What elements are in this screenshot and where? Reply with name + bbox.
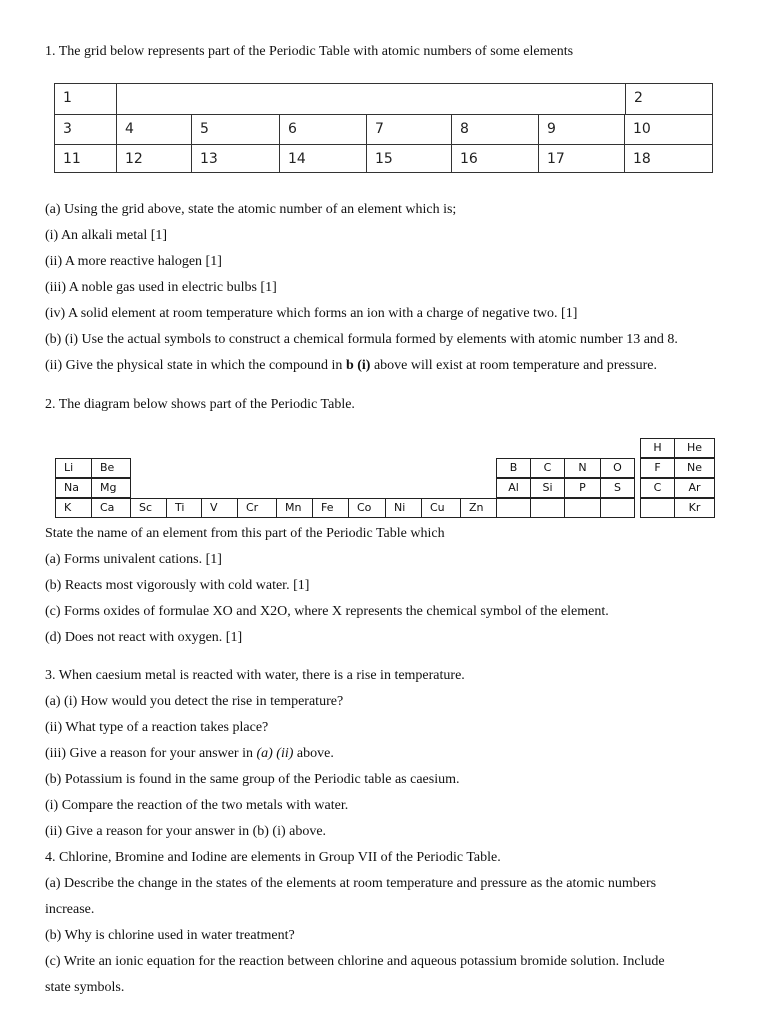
q3-b-ii: (ii) Give a reason for your answer in (b) (i) above. bbox=[45, 824, 327, 839]
q3-a-iii bbox=[45, 745, 334, 763]
pt-cell-f: F bbox=[640, 458, 675, 478]
grid-cell-13: 13 bbox=[192, 144, 280, 173]
pt-cell-mg: Mg bbox=[91, 478, 131, 498]
q1-a-i: (i) An alkali metal [1] bbox=[45, 228, 168, 243]
q1-a-ii: (ii) A more reactive halogen [1] bbox=[45, 254, 222, 269]
grid-cell-11: 11 bbox=[55, 144, 117, 173]
pt-cell-o: O bbox=[600, 458, 635, 478]
pt-cell-na: Na bbox=[55, 478, 92, 498]
pt-cell-k: K bbox=[55, 498, 92, 518]
pt-cell-sc: Sc bbox=[130, 498, 167, 518]
atomic-number-grid bbox=[54, 83, 713, 173]
pt-cell-cu: Cu bbox=[421, 498, 461, 518]
pt-cell-li: Li bbox=[55, 458, 92, 478]
q4-intro: 4. Chlorine, Bromine and Iodine are elements in Group VII of the Periodic Table. bbox=[45, 850, 501, 865]
q4-c: (c) Write an ionic equation for the reaction between chlorine and aqueous potassium bromide solution. Include bbox=[45, 954, 665, 969]
pt-cell-ni: Ni bbox=[385, 498, 422, 518]
q1-b-i: (b) (i) Use the actual symbols to construct a chemical formula formed by elements with atomic number 13 and 8. bbox=[45, 332, 678, 347]
pt-cell-ar: Ar bbox=[674, 478, 715, 498]
pt-cell-empty-6 bbox=[600, 498, 635, 518]
q3-intro: 3. When caesium metal is reacted with water, there is a rise in temperature. bbox=[45, 668, 465, 683]
q1-a: (a) Using the grid above, state the atomic number of an element which is; bbox=[45, 202, 457, 217]
q4-a: (a) Describe the change in the states of the elements at room temperature and pressure as the atomic numbers bbox=[45, 876, 657, 891]
grid-cell-18: 18 bbox=[625, 144, 713, 173]
pt-cell-fe: Fe bbox=[312, 498, 349, 518]
q3-a-iii-ref: (a) (ii) bbox=[256, 746, 294, 761]
q4-b: (b) Why is chlorine used in water treatment? bbox=[45, 928, 295, 943]
q3-a-iii-text-end: above. bbox=[293, 746, 334, 761]
pt-cell-cr: Cr bbox=[237, 498, 277, 518]
grid-cell-7: 7 bbox=[367, 114, 452, 144]
pt-cell-b: B bbox=[496, 458, 531, 478]
pt-cell-co: Co bbox=[348, 498, 386, 518]
pt-cell-ca: Ca bbox=[91, 498, 131, 518]
pt-cell-mn: Mn bbox=[276, 498, 313, 518]
q4-a-cont: increase. bbox=[45, 902, 95, 917]
grid-cell-3: 3 bbox=[55, 114, 117, 144]
q3-b: (b) Potassium is found in the same group of the Periodic table as caesium. bbox=[45, 772, 460, 787]
grid-cell-5: 5 bbox=[192, 114, 280, 144]
q2-stem: State the name of an element from this part of the Periodic Table which bbox=[45, 526, 445, 541]
pt-cell-c: C bbox=[530, 458, 565, 478]
q4-c-cont: state symbols. bbox=[45, 980, 125, 995]
q1-a-iv: (iv) A solid element at room temperature which forms an ion with a charge of negative two. [1] bbox=[45, 306, 578, 321]
q2-intro: 2. The diagram below shows part of the Periodic Table. bbox=[45, 397, 355, 412]
q1-b-ii-ref: b (i) bbox=[345, 358, 371, 373]
grid-cell-15: 15 bbox=[367, 144, 452, 173]
grid-cell-9: 9 bbox=[539, 114, 625, 144]
pt-cell-n: N bbox=[564, 458, 601, 478]
q2-b: (b) Reacts most vigorously with cold water. [1] bbox=[45, 578, 310, 593]
pt-cell-p: P bbox=[564, 478, 601, 498]
q1-b-ii bbox=[45, 357, 657, 375]
pt-cell-empty-5 bbox=[564, 498, 601, 518]
pt-cell-empty-4 bbox=[530, 498, 565, 518]
pt-cell-ti: Ti bbox=[166, 498, 202, 518]
pt-cell-he: He bbox=[674, 438, 715, 458]
q3-b-i: (i) Compare the reaction of the two metals with water. bbox=[45, 798, 349, 813]
q1-intro: 1. The grid below represents part of the Periodic Table with atomic numbers of some elements bbox=[45, 44, 574, 59]
grid-cell-10: 10 bbox=[625, 114, 713, 144]
grid-cell-12: 12 bbox=[117, 144, 192, 173]
pt-cell-ne: Ne bbox=[674, 458, 715, 478]
q2-a: (a) Forms univalent cations. [1] bbox=[45, 552, 222, 567]
grid-cell-6: 6 bbox=[280, 114, 367, 144]
grid-cell-16: 16 bbox=[452, 144, 539, 173]
q3-a-i: (a) (i) How would you detect the rise in temperature? bbox=[45, 694, 344, 709]
pt-cell-h: H bbox=[640, 438, 675, 458]
grid-cell-4: 4 bbox=[117, 114, 192, 144]
pt-cell-zn: Zn bbox=[460, 498, 497, 518]
q3-a-ii: (ii) What type of a reaction takes place? bbox=[45, 720, 269, 735]
grid-cell-1: 1 bbox=[55, 84, 117, 114]
pt-cell-kr: Kr bbox=[674, 498, 715, 518]
pt-cell-si: Si bbox=[530, 478, 565, 498]
grid-cell-2: 2 bbox=[625, 84, 713, 114]
q2-d: (d) Does not react with oxygen. [1] bbox=[45, 630, 243, 645]
pt-cell-s: S bbox=[600, 478, 635, 498]
q3-a-iii-text-start: (iii) Give a reason for your answer in bbox=[45, 746, 257, 761]
q1-b-ii-text-end: above will exist at room temperature and pressure. bbox=[370, 358, 657, 373]
pt-cell-cl: C bbox=[640, 478, 675, 498]
pt-cell-be: Be bbox=[91, 458, 131, 478]
grid-cell-8: 8 bbox=[452, 114, 539, 144]
pt-cell-al: Al bbox=[496, 478, 531, 498]
q1-b-ii-text-start: (ii) Give the physical state in which the compound in bbox=[45, 358, 346, 373]
grid-cell-17: 17 bbox=[539, 144, 625, 173]
pt-cell-v: V bbox=[201, 498, 238, 518]
grid-cell-14: 14 bbox=[280, 144, 367, 173]
q2-c: (c) Forms oxides of formulae XO and X2O, where X represents the chemical symbol of the element. bbox=[45, 604, 609, 619]
q1-a-iii: (iii) A noble gas used in electric bulbs [1] bbox=[45, 280, 277, 295]
pt-cell-empty-7 bbox=[640, 498, 675, 518]
pt-cell-empty-3 bbox=[496, 498, 531, 518]
